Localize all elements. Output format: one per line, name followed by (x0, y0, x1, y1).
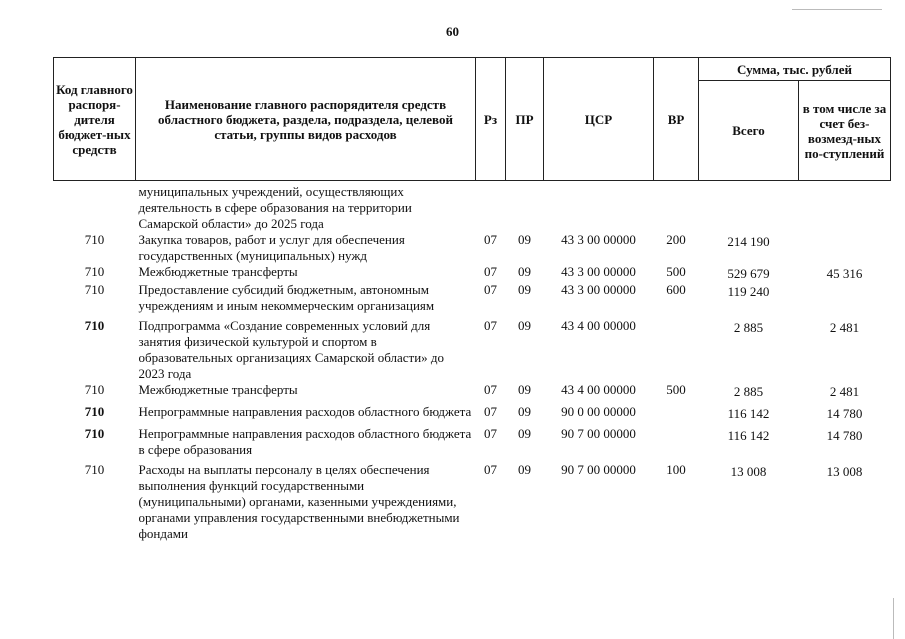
row-code (54, 181, 136, 233)
row-vr (654, 400, 699, 422)
row-total: 2 885 (733, 384, 764, 399)
row-total: 116 142 (727, 406, 770, 421)
row-total: 13 008 (730, 464, 767, 479)
row-grants (799, 282, 891, 314)
table-row (54, 382, 891, 400)
row-csr: 90 7 00 00000 (561, 462, 636, 477)
budget-table (53, 57, 891, 542)
row-code: 710 (84, 426, 105, 441)
row-rz: 07 (484, 232, 497, 247)
row-name: Непрограммные направления расходов областного бюджета (138, 404, 472, 419)
row-rz: 07 (484, 426, 497, 441)
row-code: 710 (84, 318, 105, 333)
header-sum: Сумма, тыс. рублей (699, 58, 891, 81)
row-csr (544, 181, 654, 233)
table-row (54, 232, 891, 264)
row-grants (799, 232, 891, 264)
row-code: 710 (84, 382, 105, 397)
table-row (54, 458, 891, 542)
row-csr: 43 4 00 00000 (561, 318, 636, 333)
row-pr (506, 181, 544, 233)
scan-mark-bottom-right (893, 598, 894, 639)
header-grants: в том числе за счет без-возмезд-ных по-ступлений (799, 81, 891, 181)
table-row (54, 181, 891, 233)
row-total: 119 240 (727, 284, 770, 299)
row-total: 2 885 (733, 320, 764, 335)
row-code: 710 (84, 282, 105, 297)
row-csr: 90 0 00 00000 (561, 404, 636, 419)
table-body (54, 181, 891, 543)
header-csr: ЦСР (544, 58, 654, 181)
row-grants: 14 780 (826, 406, 863, 421)
row-name: Предоставление субсидий бюджетным, автономным учреждениям и иным некоммерческим организациям (138, 282, 435, 313)
row-vr: 100 (666, 462, 686, 477)
row-name: муниципальных учреждений, осуществляющих деятельность в сфере образования на территории Самарской области» до 2025 года (138, 184, 412, 231)
row-rz: 07 (484, 404, 497, 419)
row-name: Межбюджетные трансферты (138, 382, 298, 397)
header-total: Всего (699, 81, 799, 181)
row-vr: 500 (666, 382, 686, 397)
row-vr (654, 314, 699, 382)
page-number: 60 (446, 24, 459, 39)
row-rz: 07 (484, 264, 497, 279)
row-total: 116 142 (727, 428, 770, 443)
row-vr: 500 (666, 264, 686, 279)
table-row (54, 282, 891, 314)
row-name: Подпрограмма «Создание современных условий для занятия физической культурой и спортом в образовательных организациях Самарской области» до 2023 года (138, 318, 445, 381)
row-total (699, 181, 799, 233)
header-rz: Рз (476, 58, 506, 181)
header-name: Наименование главного распорядителя средств областного бюджета, раздела, подраздела, целевой статьи, группы видов расходов (136, 58, 476, 181)
row-pr: 09 (518, 404, 531, 419)
row-grants: 2 481 (829, 320, 860, 335)
table-row (54, 400, 891, 422)
row-name: Непрограммные направления расходов областного бюджета в сфере образования (138, 426, 472, 457)
row-pr: 09 (518, 264, 531, 279)
row-code: 710 (84, 264, 105, 279)
row-grants: 45 316 (826, 266, 863, 281)
header-vr: ВР (654, 58, 699, 181)
row-csr: 90 7 00 00000 (561, 426, 636, 441)
row-name: Межбюджетные трансферты (138, 264, 298, 279)
row-csr: 43 3 00 00000 (561, 282, 636, 297)
header-pr: ПР (506, 58, 544, 181)
row-csr: 43 3 00 00000 (561, 232, 636, 247)
row-vr: 200 (666, 232, 686, 247)
row-grants: 2 481 (829, 384, 860, 399)
table-row (54, 314, 891, 382)
row-pr: 09 (518, 426, 531, 441)
row-name: Расходы на выплаты персоналу в целях обеспечения выполнения функций государственными (муниципальными) органами, казенными учреждениями, органами управления государственными внебюджетными фондами (138, 462, 460, 541)
row-vr (654, 181, 699, 233)
header-code: Код главного распоря-дителя бюджет-ных средств (54, 58, 136, 181)
row-code: 710 (84, 232, 105, 247)
table-row (54, 264, 891, 282)
row-rz: 07 (484, 282, 497, 297)
row-rz: 07 (484, 382, 497, 397)
row-pr: 09 (518, 462, 531, 477)
row-code: 710 (84, 462, 105, 477)
row-total: 529 679 (727, 266, 770, 281)
table-row (54, 422, 891, 458)
row-csr: 43 3 00 00000 (561, 264, 636, 279)
row-rz (476, 181, 506, 233)
row-grants (799, 181, 891, 233)
row-grants: 14 780 (826, 428, 863, 443)
row-csr: 43 4 00 00000 (561, 382, 636, 397)
row-name: Закупка товаров, работ и услуг для обеспечения государственных (муниципальных) нужд (138, 232, 405, 263)
row-pr: 09 (518, 382, 531, 397)
row-code: 710 (84, 404, 105, 419)
row-grants: 13 008 (826, 464, 863, 479)
row-pr: 09 (518, 318, 531, 333)
scan-mark-top-right (792, 9, 882, 10)
row-vr (654, 422, 699, 458)
row-total: 214 190 (727, 234, 770, 249)
row-rz: 07 (484, 318, 497, 333)
row-rz: 07 (484, 462, 497, 477)
row-pr: 09 (518, 232, 531, 247)
row-vr: 600 (666, 282, 686, 297)
row-pr: 09 (518, 282, 531, 297)
